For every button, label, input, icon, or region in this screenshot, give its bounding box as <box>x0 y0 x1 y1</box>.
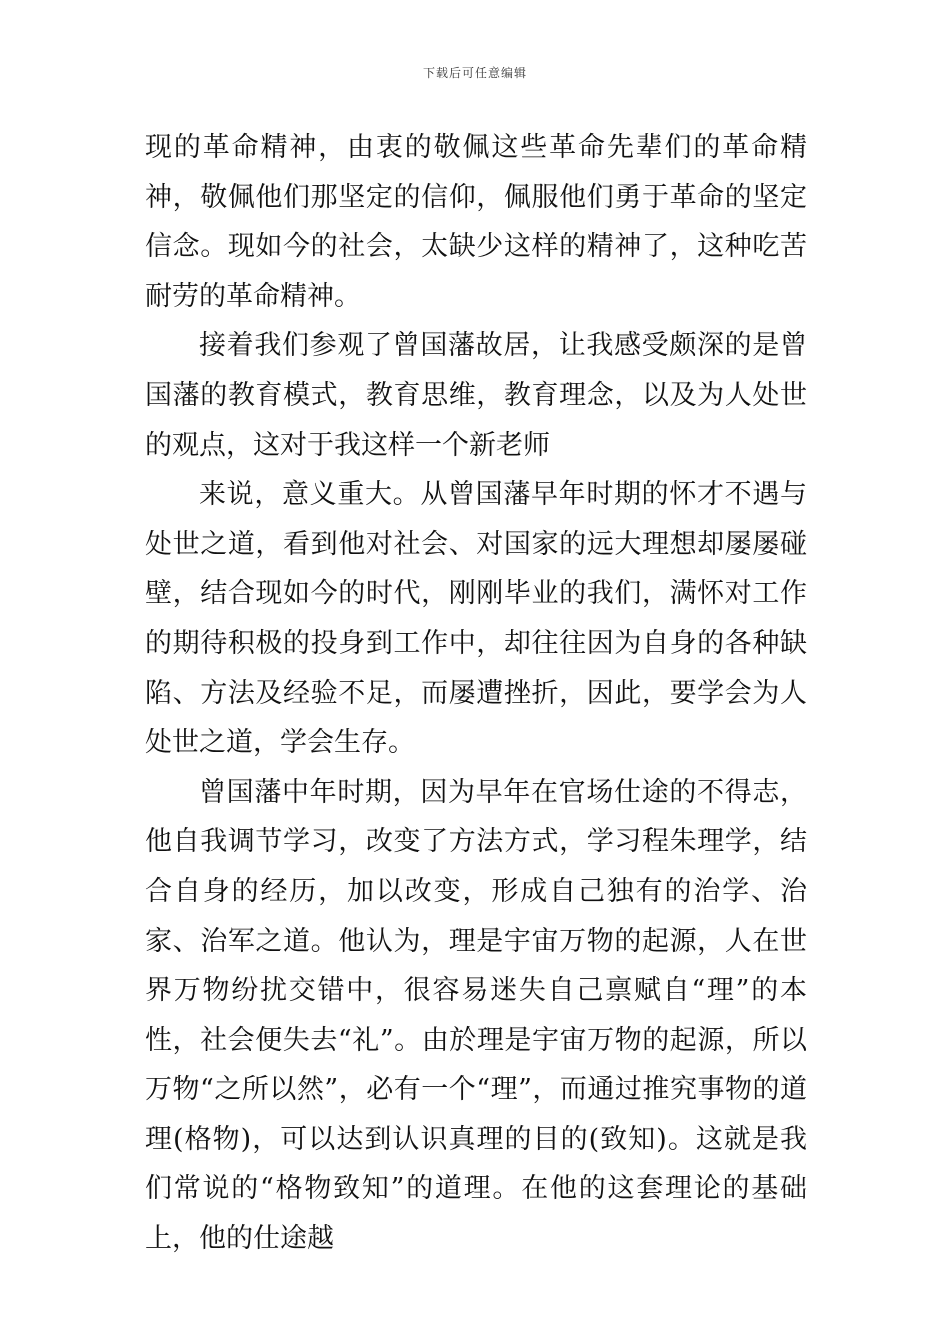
paragraph-1: 现的革命精神，由衷的敬佩这些革命先辈们的革命精神，敬佩他们那坚定的信仰，佩服他们勇于革命的坚定信念。现如今的社会，太缺少这样的精神了，这种吃苦耐劳的革命精神。 <box>145 132 807 312</box>
document-body <box>145 123 807 1264</box>
page-header: 下载后可任意编辑 <box>422 66 527 80</box>
paragraph-3: 来说，意义重大。从曾国藩早年时期的怀才不遇与处世之道，看到他对社会、对国家的远大理想却屡屡碰壁，结合现如今的时代，刚刚毕业的我们，满怀对工作的期待积极的投身到工作中，却往往因为自身的各种缺陷、方法及经验不足，而屡遭挫折，因此，要学会为人处世之道，学会生存。 <box>145 479 807 759</box>
paragraph-4: 曾国藩中年时期，因为早年在官场仕途的不得志，他自我调节学习，改变了方法方式，学习程朱理学，结合自身的经历，加以改变，形成自己独有的治学、治家、治军之道。他认为，理是宇宙万物的起源，人在世界万物纷扰交错中，很容易迷失自己禀赋自“理”的本性，社会便失去“礼”。由於理是宇宙万物的起源，所以万物“之所以然”，必有一个“理”，而通过推究事物的道理(格物)，可以达到认识真理的目的(致知)。这就是我们常说的“格物致知”的道理。在他的这套理论的基础上，他的仕途越 <box>145 776 807 1255</box>
paragraph-2: 接着我们参观了曾国藩故居，让我感受颇深的是曾国藩的教育模式，教育思维，教育理念，以及为人处世的观点，这对于我这样一个新老师 <box>145 330 807 461</box>
